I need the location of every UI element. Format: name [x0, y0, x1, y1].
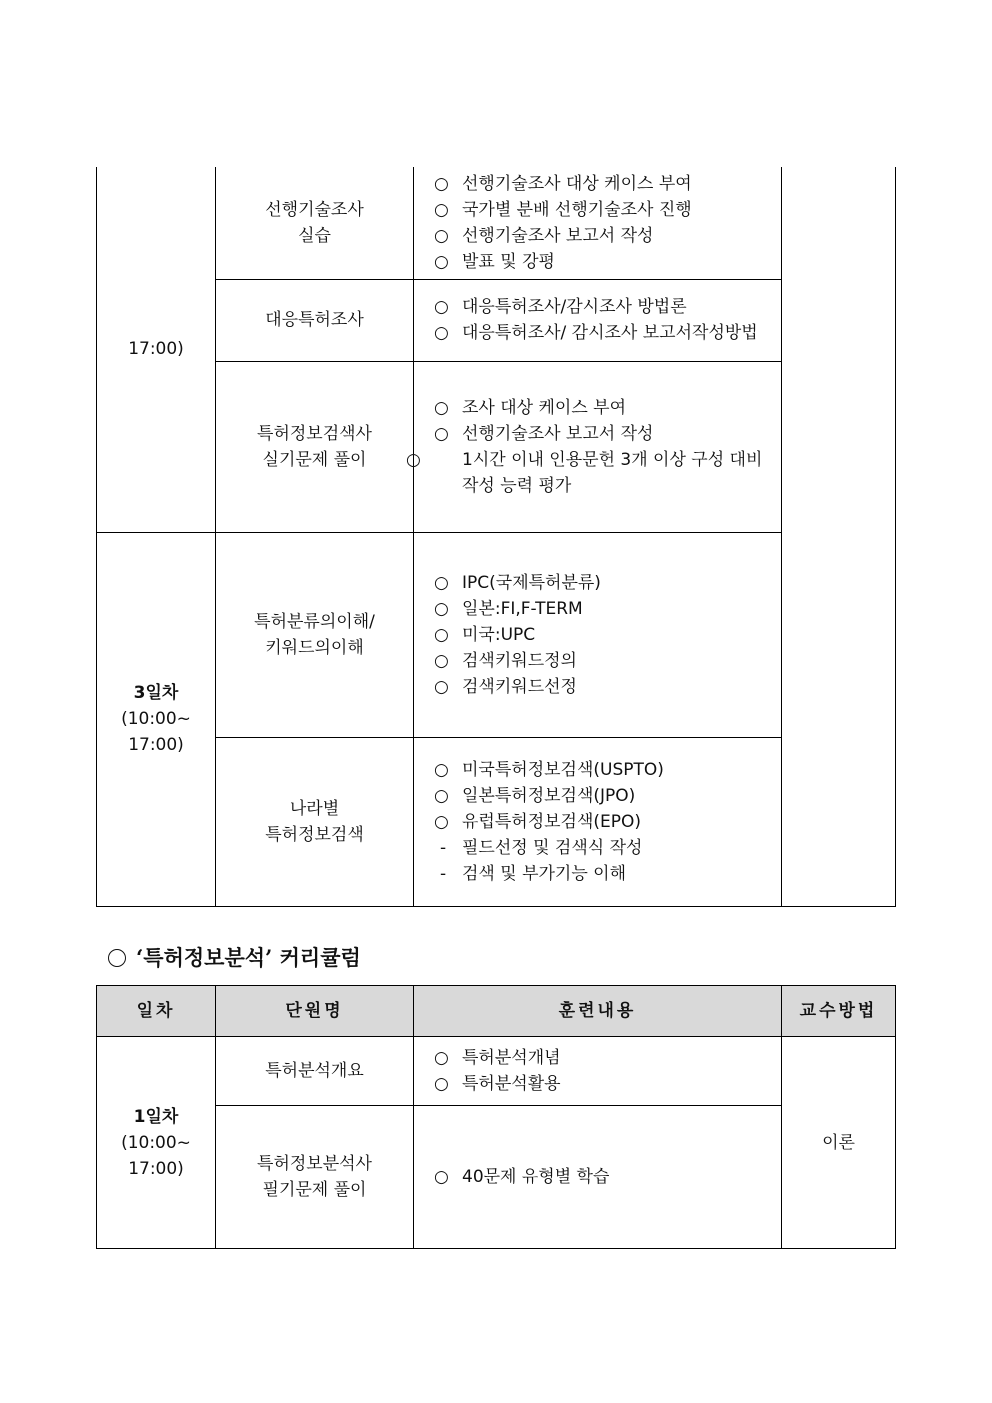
list-item: ○ 검색키워드정의: [434, 648, 773, 674]
day-cell: [97, 1037, 216, 1249]
day-time-end: 17:00): [128, 339, 184, 360]
content-cell: [414, 279, 782, 361]
header-unit: 단원명: [216, 986, 414, 1037]
content-cell: [406, 361, 782, 532]
circle-bullet-icon: ○: [434, 173, 449, 194]
list-item: ○ 검색키워드선정: [434, 674, 773, 700]
unit-name: 특허정보검색사: [257, 423, 372, 444]
content-cell: [414, 1106, 782, 1249]
unit-name: 특허분류의이해/: [254, 611, 375, 632]
content-cell: [414, 1037, 782, 1106]
method-cell-empty: [782, 167, 896, 906]
header-day: 일차: [97, 986, 216, 1037]
unit-name: 특허분석개요: [265, 1061, 364, 1081]
table-row: [97, 532, 896, 737]
unit-cell: [216, 361, 414, 532]
day-time-end: 17:00): [128, 1158, 184, 1179]
list-item: ○ 대응특허조사/감시조사 방법론: [434, 294, 773, 320]
table-header-row: [97, 986, 896, 1037]
list-item: ○ 국가별 분배 선행기술조사 진행: [434, 197, 773, 223]
day-title: 1일차: [133, 1106, 179, 1127]
circle-bullet-icon: ○: [434, 225, 449, 246]
content-cell: [414, 532, 782, 737]
day-time-start: (10:00~: [121, 1132, 191, 1153]
day-cell: [97, 167, 216, 532]
section-title-text: ‘특허정보분석’ 커리큘럼: [136, 945, 361, 970]
day-title: 3일차: [133, 683, 179, 703]
circle-bullet-icon: ○: [434, 572, 449, 593]
circle-bullet-icon: ○: [434, 759, 449, 780]
circle-bullet-icon: ○: [434, 199, 449, 220]
unit-name: 필기문제 풀이: [262, 1180, 367, 1200]
circle-bullet-icon: ○: [434, 1048, 449, 1068]
list-item: ○ 대응특허조사/ 감시조사 보고서작성방법: [434, 320, 773, 346]
unit-name: 실기문제 풀이: [262, 449, 367, 470]
circle-bullet-icon: ○: [434, 251, 449, 272]
method-cell: 이론: [782, 1037, 896, 1249]
content-cell: [414, 167, 782, 279]
circle-bullet-icon: ○: [434, 397, 449, 418]
section-title: [108, 942, 361, 972]
header-content: 훈련내용: [414, 986, 782, 1037]
list-item: ○ 선행기술조사 대상 케이스 부여: [434, 171, 773, 197]
circle-bullet-icon: ○: [406, 449, 421, 470]
list-item: - 검색 및 부가기능 이해: [434, 861, 773, 887]
list-item: ○ 40문제 유형별 학습: [434, 1164, 773, 1190]
circle-bullet-icon: ○: [434, 323, 449, 343]
list-item: ○ 발표 및 강평: [434, 249, 773, 275]
curriculum-table-continued: [96, 167, 896, 907]
table-row: [97, 167, 896, 279]
list-item: ○ 일본특허정보검색(JPO): [434, 783, 773, 809]
list-item: ○ 유럽특허정보검색(EPO): [434, 809, 773, 835]
circle-bullet-icon: ○: [434, 1167, 449, 1187]
unit-cell: [216, 1106, 414, 1249]
table-row: [97, 279, 896, 361]
list-item: ○ 1시간 이내 인용문헌 3개 이상 구성 대비 작성 능력 평가: [434, 447, 773, 499]
unit-name: 선행기술조사: [265, 199, 364, 220]
list-item: ○ IPC(국제특허분류): [434, 570, 773, 596]
unit-name: 특허정보분석사: [257, 1154, 372, 1174]
circle-bullet-icon: ○: [434, 624, 449, 645]
list-item: ○ 조사 대상 케이스 부여: [434, 395, 773, 421]
circle-bullet-icon: ○: [434, 676, 449, 697]
day-time-end: 17:00): [128, 735, 184, 755]
table-row: [97, 1106, 896, 1249]
unit-name: 실습: [298, 225, 331, 246]
circle-bullet-icon: ○: [434, 297, 449, 317]
circle-bullet-icon: ○: [434, 598, 449, 619]
unit-name: 키워드의이해: [265, 637, 364, 658]
list-item: ○ 선행기술조사 보고서 작성: [434, 421, 773, 447]
circle-bullet-icon: ○: [434, 423, 449, 444]
dash-bullet-icon: -: [440, 863, 447, 884]
list-item: ○ 특허분석활용: [434, 1071, 773, 1097]
unit-cell: [216, 532, 414, 737]
table-row: [97, 1037, 896, 1106]
list-item: ○ 미국:UPC: [434, 622, 773, 648]
circle-bullet-icon: ○: [434, 811, 449, 832]
circle-bullet-icon: ○: [434, 785, 449, 806]
unit-cell: [216, 1037, 414, 1106]
table-row: [97, 361, 896, 532]
unit-name: 특허정보검색: [265, 824, 364, 845]
circle-bullet-icon: ○: [434, 650, 449, 671]
day-cell: [97, 532, 216, 906]
patent-analysis-curriculum-table: [96, 985, 896, 1249]
list-item: ○ 특허분석개념: [434, 1045, 773, 1071]
unit-name: 대응특허조사: [265, 310, 364, 330]
circle-bullet-icon: ○: [434, 1074, 449, 1094]
list-item: ○ 선행기술조사 보고서 작성: [434, 223, 773, 249]
table-row: [97, 737, 896, 906]
unit-cell: [216, 737, 414, 906]
list-item: ○ 미국특허정보검색(USPTO): [434, 757, 773, 783]
unit-cell: [216, 167, 414, 279]
list-item: - 필드선정 및 검색식 작성: [434, 835, 773, 861]
day-time-start: (10:00~: [121, 709, 191, 729]
header-method: 교수방법: [782, 986, 896, 1037]
circle-icon: [108, 949, 126, 967]
dash-bullet-icon: -: [440, 837, 447, 858]
list-item: ○ 일본:FI,F-TERM: [434, 596, 773, 622]
unit-name: 나라별: [289, 798, 340, 819]
content-cell: [414, 737, 782, 906]
unit-cell: [216, 279, 414, 361]
